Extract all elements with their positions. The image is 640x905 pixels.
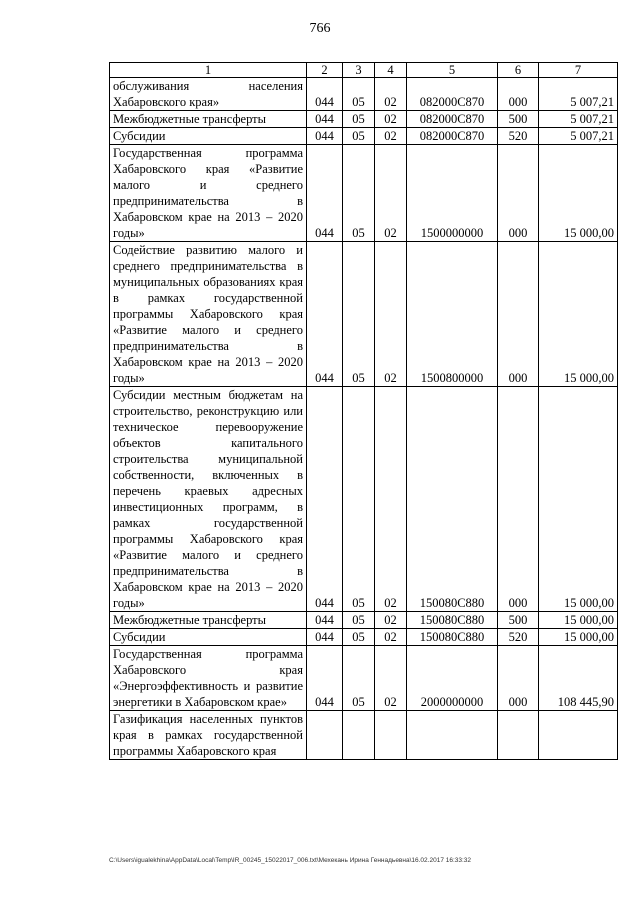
row-amount: 5 007,21 [539,111,618,128]
row-subsection: 02 [375,646,407,711]
row-ministry: 044 [307,128,343,145]
row-subsection: 02 [375,78,407,111]
row-ministry: 044 [307,242,343,387]
header-cell-5: 5 [407,63,498,78]
row-target-item: 150080C880 [407,629,498,646]
row-name: Государственная программа Хабаровского края «Развитие малого и среднего предпринимательства в Хабаровском крае на 2013 – 2020 годы» [110,145,307,242]
page-number: 766 [309,21,331,36]
row-expense-type: 500 [498,111,539,128]
row-amount [539,711,618,760]
row-subsection: 02 [375,629,407,646]
table-row [110,387,618,612]
row-ministry: 044 [307,387,343,612]
row-amount: 15 000,00 [539,145,618,242]
row-ministry: 044 [307,629,343,646]
row-target-item: 150080C880 [407,387,498,612]
row-name: Субсидии местным бюджетам на строительство, реконструкцию или техническое перевооружение объектов капитального строительства муниципальной собственности, включенных в перечень краевых адресных инвестиционных программ, в рамках государственной программы Хабаровского края «Развитие малого и среднего предпринимательства в Хабаровском крае на 2013 – 2020 годы» [110,387,307,612]
row-expense-type: 520 [498,629,539,646]
row-expense-type: 500 [498,612,539,629]
row-name: Государственная программа Хабаровского края «Энергоэффективность и развитие энергетики в Хабаровском крае» [110,646,307,711]
row-amount: 5 007,21 [539,78,618,111]
row-section: 05 [343,145,375,242]
budget-table [109,62,618,760]
table-row [110,145,618,242]
table-row [110,242,618,387]
row-section [343,711,375,760]
row-section: 05 [343,242,375,387]
row-subsection: 02 [375,145,407,242]
row-amount: 5 007,21 [539,128,618,145]
row-ministry: 044 [307,78,343,111]
header-cell-7: 7 [539,63,618,78]
row-target-item: 1500800000 [407,242,498,387]
row-subsection: 02 [375,111,407,128]
row-name: Межбюджетные трансферты [110,111,307,128]
row-expense-type: 000 [498,646,539,711]
table-row [110,128,618,145]
header-cell-1: 1 [110,63,307,78]
table-row [110,629,618,646]
row-target-item: 150080C880 [407,612,498,629]
row-name: Газификация населенных пунктов края в рамках государственной программы Хабаровского края [110,711,307,760]
row-name: Содействие развитию малого и среднего предпринимательства в муниципальных образованиях края в рамках государственной программы Хабаровского края «Развитие малого и среднего предпринимательства в Хабаровском крае на 2013 – 2020 годы» [110,242,307,387]
header-cell-6: 6 [498,63,539,78]
row-subsection: 02 [375,128,407,145]
row-section: 05 [343,629,375,646]
row-amount: 108 445,90 [539,646,618,711]
row-amount: 15 000,00 [539,629,618,646]
table-row [110,612,618,629]
header-cell-2: 2 [307,63,343,78]
row-target-item: 2000000000 [407,646,498,711]
row-ministry [307,711,343,760]
row-target-item: 082000C870 [407,111,498,128]
row-name: обслуживания населения Хабаровского края» [110,78,307,111]
row-amount: 15 000,00 [539,242,618,387]
row-ministry: 044 [307,646,343,711]
table-row [110,646,618,711]
row-expense-type [498,711,539,760]
table-row [110,111,618,128]
file-path-footer: C:\Users\igualekhina\AppData\Local\Temp\IR_00245_15022017_006.txt\Мехекань Ирина Геннадьевна\16.02.2017 16:33:32 [109,857,472,864]
header-cell-4: 4 [375,63,407,78]
row-amount: 15 000,00 [539,387,618,612]
row-name: Межбюджетные трансферты [110,612,307,629]
row-section: 05 [343,128,375,145]
row-amount: 15 000,00 [539,612,618,629]
row-section: 05 [343,78,375,111]
row-target-item: 082000C870 [407,78,498,111]
row-name: Субсидии [110,629,307,646]
row-target-item [407,711,498,760]
row-expense-type: 000 [498,387,539,612]
row-ministry: 044 [307,612,343,629]
row-ministry: 044 [307,145,343,242]
row-section: 05 [343,111,375,128]
table-row [110,711,618,760]
row-expense-type: 000 [498,145,539,242]
row-name: Субсидии [110,128,307,145]
header-row [110,63,618,78]
row-subsection: 02 [375,612,407,629]
row-ministry: 044 [307,111,343,128]
row-section: 05 [343,646,375,711]
row-subsection [375,711,407,760]
row-target-item: 1500000000 [407,145,498,242]
header-cell-3: 3 [343,63,375,78]
row-subsection: 02 [375,387,407,612]
row-target-item: 082000C870 [407,128,498,145]
row-section: 05 [343,387,375,612]
row-expense-type: 520 [498,128,539,145]
table-row [110,78,618,111]
row-expense-type: 000 [498,78,539,111]
row-section: 05 [343,612,375,629]
row-expense-type: 000 [498,242,539,387]
row-subsection: 02 [375,242,407,387]
